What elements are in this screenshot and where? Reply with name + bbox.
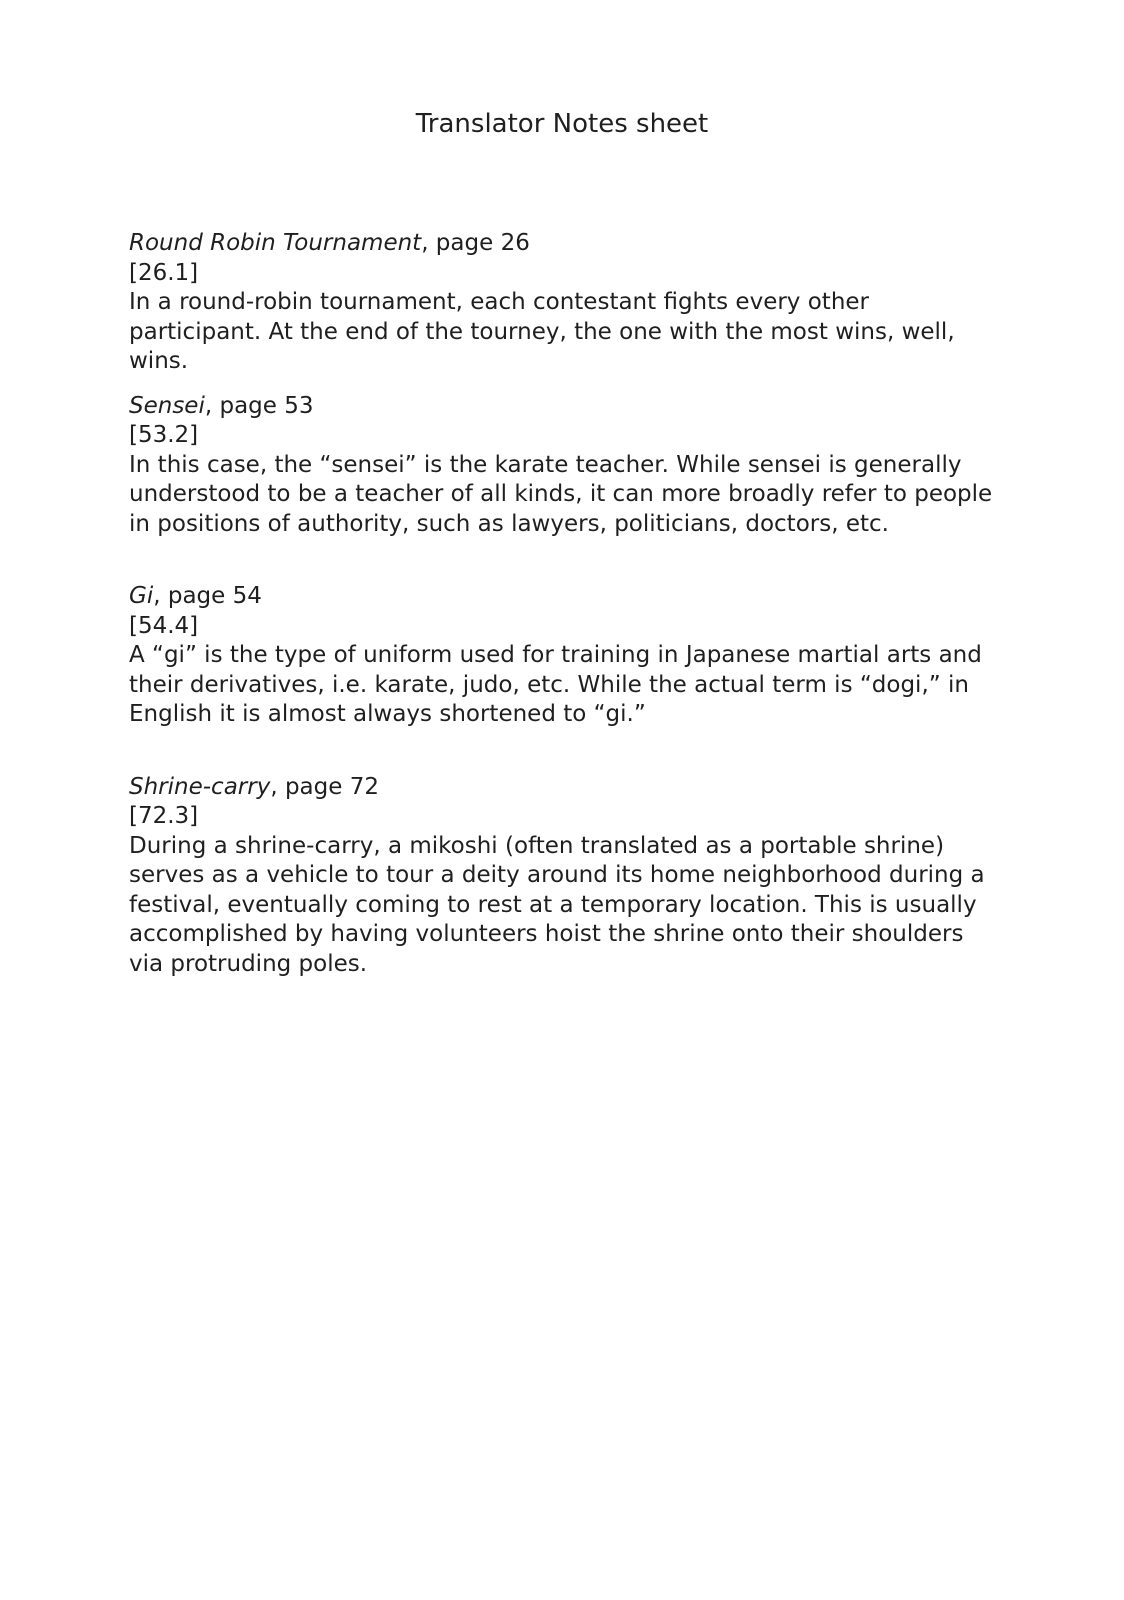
note-term: Sensei	[129, 392, 205, 419]
note-shrine-carry	[129, 773, 999, 980]
note-ref-code: [72.3]	[129, 803, 199, 829]
note-ref-code: [26.1]	[129, 259, 199, 286]
note-heading	[129, 582, 999, 612]
note-ref-code: [54.4]	[129, 612, 199, 639]
note-page-ref: , page 26	[421, 230, 530, 256]
note-page-ref: , page 53	[204, 392, 314, 419]
note-term: Round Robin Tournament	[129, 230, 422, 256]
note-gi	[129, 582, 999, 730]
note-ref-code: [53.2]	[129, 422, 199, 448]
notes-list	[129, 229, 999, 979]
note-term: Shrine-carry	[129, 773, 271, 800]
note-heading	[129, 229, 999, 259]
note-text: In this case, the “sensei” is the karate teacher. While sensei is generally understood to be a teacher of all kinds, it can more broadly refer to people in positions of authority, such as lawyers, politicians, doctors, etc.	[129, 451, 993, 537]
note-text: In a round-robin tournament, each contestant fights every other participant. At the end of the tourney, the one with the most wins, well, wins.	[129, 289, 955, 374]
note-page-ref: , page 72	[270, 773, 379, 800]
note-text: During a shrine-carry, a mikoshi (often translated as a portable shrine) serves as a vehicle to tour a deity around its home neighborhood during a festival, eventually coming to rest at a temporary location. This is usually accomplished by having volunteers hoist the shrine onto their shoulders via protruding poles.	[129, 832, 985, 977]
note-round-robin	[129, 229, 999, 377]
note-term: Gi	[129, 583, 154, 609]
note-heading	[129, 773, 999, 803]
page-title: Translator Notes sheet	[415, 109, 709, 139]
note-page-ref: , page 54	[153, 583, 262, 609]
note-sensei	[129, 392, 999, 540]
note-text: A “gi” is the type of uniform used for training in Japanese martial arts and their derivatives, i.e. karate, judo, etc. While the actual term is “dogi,” in English it is almost always shortened to “gi.”	[129, 642, 982, 727]
note-heading	[129, 392, 999, 422]
